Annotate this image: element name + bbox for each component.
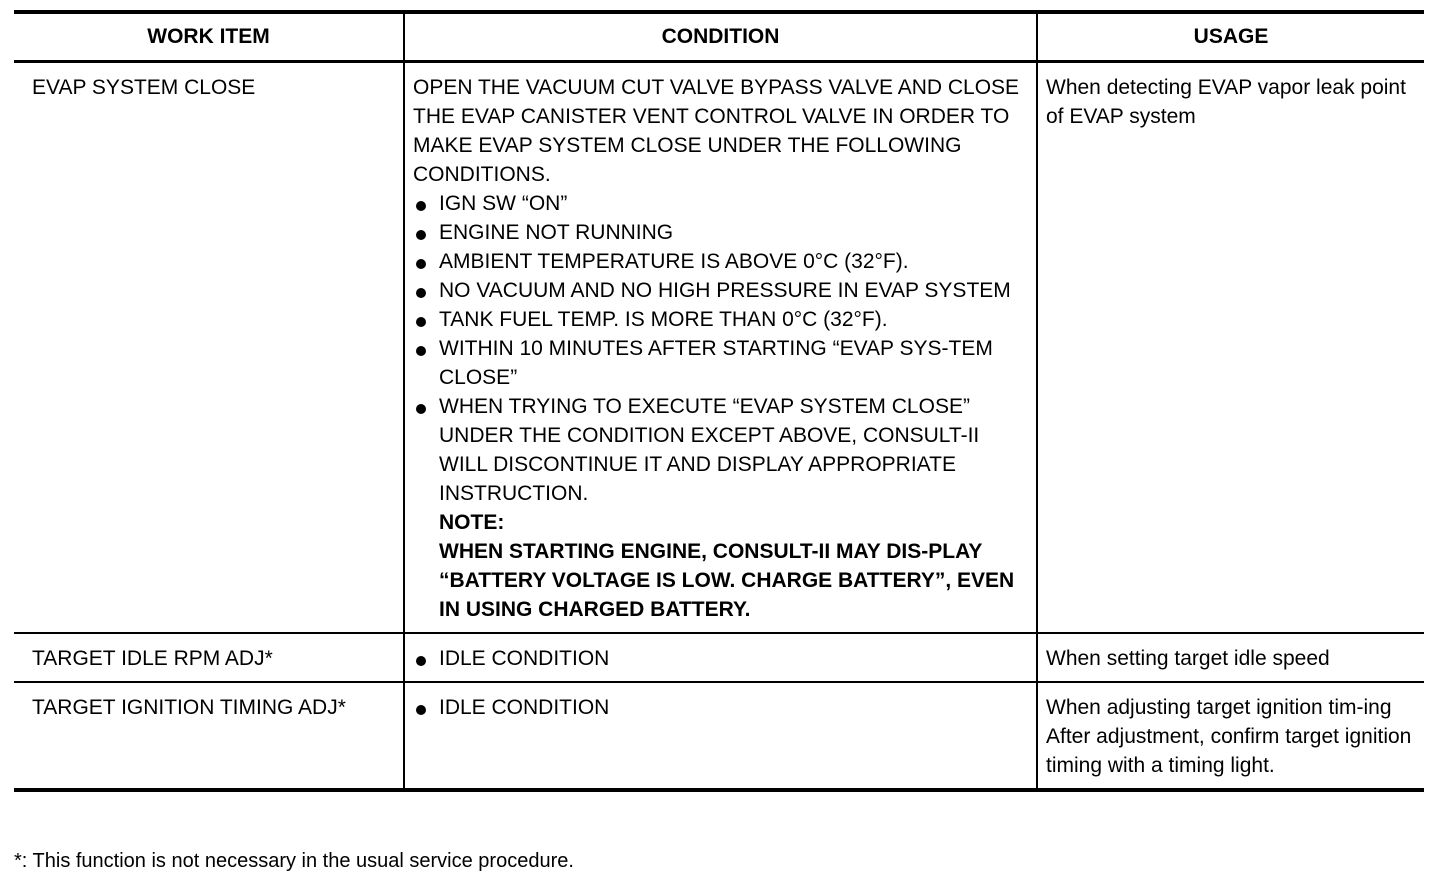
bullet-icon <box>416 230 426 240</box>
condition-item: AMBIENT TEMPERATURE IS ABOVE 0°C (32°F). <box>413 247 1028 276</box>
bullet-icon <box>416 656 426 666</box>
header-work-item: WORK ITEM <box>14 12 404 62</box>
header-condition: CONDITION <box>404 12 1037 62</box>
condition-item: IGN SW “ON” <box>413 189 1028 218</box>
bullet-icon <box>416 288 426 298</box>
table-row <box>14 682 1424 790</box>
condition-item: IDLE CONDITION <box>413 693 1028 722</box>
usage-text: When setting target idle speed <box>1046 647 1330 670</box>
usage-text: When adjusting target ignition tim-ing <box>1046 696 1392 719</box>
work-item-table <box>14 10 1424 792</box>
bullet-icon <box>416 404 426 414</box>
usage-cell <box>1037 633 1424 682</box>
condition-item: WITHIN 10 MINUTES AFTER STARTING “EVAP SYS-TEM CLOSE” <box>413 334 1028 392</box>
condition-list <box>413 644 1028 673</box>
condition-cell <box>404 633 1037 682</box>
bullet-icon <box>416 705 426 715</box>
work-item-cell: EVAP SYSTEM CLOSE <box>14 62 404 634</box>
note-text: WHEN STARTING ENGINE, CONSULT-II MAY DIS-PLAY “BATTERY VOLTAGE IS LOW. CHARGE BATTERY”, EVEN IN USING CHARGED BATTERY. <box>439 540 1015 621</box>
footnote: *: This function is not necessary in the usual service procedure. <box>14 850 574 872</box>
condition-intro: OPEN THE VACUUM CUT VALVE BYPASS VALVE AND CLOSE THE EVAP CANISTER VENT CONTROL VALVE IN ORDER TO MAKE EVAP SYSTEM CLOSE UNDER THE FOLLOWING CONDITIONS. <box>413 76 1020 186</box>
bullet-icon <box>416 317 426 327</box>
usage-cell <box>1037 682 1424 790</box>
condition-list <box>413 693 1028 722</box>
work-item-cell: TARGET IDLE RPM ADJ* <box>14 633 404 682</box>
condition-item: TANK FUEL TEMP. IS MORE THAN 0°C (32°F). <box>413 305 1028 334</box>
condition-item: NO VACUUM AND NO HIGH PRESSURE IN EVAP SYSTEM <box>413 276 1028 305</box>
bullet-icon <box>416 259 426 269</box>
condition-item: WHEN TRYING TO EXECUTE “EVAP SYSTEM CLOSE” UNDER THE CONDITION EXCEPT ABOVE, CONSULT-II WILL DISCONTINUE IT AND DISPLAY APPROPRIATE INSTRUCTION. <box>413 392 1028 508</box>
condition-list <box>413 189 1028 508</box>
usage-text: After adjustment, confirm target ignition timing with a timing light. <box>1046 725 1412 777</box>
table-header-row <box>14 12 1424 62</box>
note-block <box>413 508 1028 624</box>
table-row <box>14 633 1424 682</box>
condition-item: IDLE CONDITION <box>413 644 1028 673</box>
usage-text: When detecting EVAP vapor leak point of EVAP system <box>1046 76 1406 128</box>
bullet-icon <box>416 201 426 211</box>
work-item-cell: TARGET IGNITION TIMING ADJ* <box>14 682 404 790</box>
bullet-icon <box>416 346 426 356</box>
table-row <box>14 62 1424 634</box>
header-usage: USAGE <box>1037 12 1424 62</box>
note-label: NOTE: <box>439 511 505 534</box>
condition-item: ENGINE NOT RUNNING <box>413 218 1028 247</box>
condition-cell <box>404 62 1037 634</box>
usage-cell <box>1037 62 1424 634</box>
condition-cell <box>404 682 1037 790</box>
